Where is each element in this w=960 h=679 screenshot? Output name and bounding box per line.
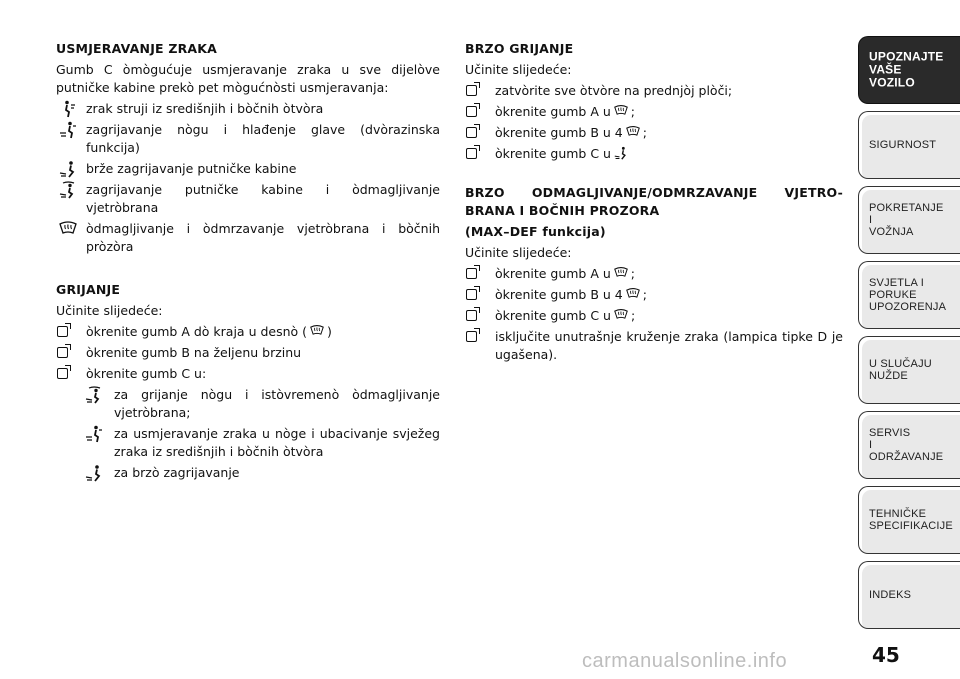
checkbox-bullet-icon: [466, 148, 477, 159]
checklist-item: zatvòrite sve òtvòre na prednjòj plòči;: [465, 82, 843, 100]
defrost-icon: [613, 104, 629, 118]
air-distribution-intro: Gumb C òmògućuje usmjeravanje zraka u sve dijelòve putničke kabine prekò pet mògućnòsti usmjeravanja:: [56, 62, 440, 95]
vent-feet-defrost-icon: [84, 386, 104, 404]
checkbox-bullet-icon: [57, 326, 68, 337]
section-title-max-def-line3: (MAX–DEF funkcija): [465, 224, 606, 239]
tab-upoznajte-vase-vozilo[interactable]: UPOZNAJTE VAŠE VOZILO: [858, 36, 960, 104]
defrost-icon: [613, 308, 629, 322]
checklist-item: òkrenite gumb B u 4 ;: [465, 286, 843, 304]
defrost-icon: [625, 125, 641, 139]
defrost-icon: [58, 220, 78, 238]
page-number: 45: [872, 643, 900, 667]
section-title-heating: GRIJANJE: [56, 282, 121, 297]
sub-list-item: za brzò zagrijavanje: [56, 464, 440, 482]
quick-heating-intro: Učinite slijedeće:: [465, 62, 572, 77]
defrost-icon: [613, 266, 629, 280]
checklist-item: òkrenite gumb A u ;: [465, 265, 843, 283]
checkbox-bullet-icon: [466, 106, 477, 117]
list-item: zagrijavanje nògu i hlađenje glave (dvòrazinska funkcija): [56, 121, 440, 157]
left-column: [56, 40, 440, 485]
section-title-max-def-line1: BRZO ODMAGLJIVANJE/ODMRZAVANJE VJETRO-: [465, 185, 843, 200]
checkbox-bullet-icon: [466, 331, 477, 342]
checklist-item: òkrenite gumb C u: [465, 145, 843, 163]
tab-sigurnost[interactable]: SIGURNOST: [858, 111, 960, 179]
list-item: zagrijavanje putničke kabine i òdmagljivanje vjetròbrana: [56, 181, 440, 217]
vent-bilevel-icon: [58, 121, 78, 139]
checklist-item: òkrenite gumb A dò kraja u desnò ( ): [56, 323, 440, 341]
vent-feet-icon: [58, 160, 78, 178]
vent-feet-defrost-icon: [58, 181, 78, 199]
vent-face-icon: [58, 100, 78, 118]
checkbox-bullet-icon: [466, 127, 477, 138]
list-item: zrak struji iz središnjih i bòčnih òtvòra: [56, 100, 440, 118]
checklist-item: isključite unutrašnje kruženje zraka (lampica tipke D je ugašena).: [465, 328, 843, 364]
checkbox-bullet-icon: [466, 310, 477, 321]
defrost-icon: [625, 287, 641, 301]
checklist-item: òkrenite gumb B u 4 ;: [465, 124, 843, 142]
tab-servis-i-odrzavanje[interactable]: SERVIS I ODRŽAVANJE: [858, 411, 960, 479]
checklist-item: òkrenite gumb A u ;: [465, 103, 843, 121]
vent-bilevel-icon: [84, 425, 104, 443]
list-item: òdmagljivanje i òdmrzavanje vjetròbrana i bòčnih pròzòra: [56, 220, 440, 256]
checkbox-bullet-icon: [57, 347, 68, 358]
chapter-tabs: [858, 36, 960, 636]
defrost-icon: [309, 324, 325, 338]
max-def-intro: Učinite slijedeće:: [465, 245, 572, 260]
checklist-item: òkrenite gumb C u:: [56, 365, 440, 383]
checklist-item: òkrenite gumb B na željenu brzinu: [56, 344, 440, 362]
checkbox-bullet-icon: [466, 85, 477, 96]
list-item: brže zagrijavanje putničke kabine: [56, 160, 440, 178]
tab-indeks[interactable]: INDEKS: [858, 561, 960, 629]
tab-u-slucaju-nuzde[interactable]: U SLUČAJU NUŽDE: [858, 336, 960, 404]
section-title-air-distribution: USMJERAVANJE ZRAKA: [56, 41, 218, 56]
watermark: carmanualsonline.info: [582, 650, 788, 672]
checkbox-bullet-icon: [466, 268, 477, 279]
sub-list-item: za grijanje nògu i istòvremenò òdmagljivanje vjetròbrana;: [56, 386, 440, 422]
tab-pokretanje-i-voznja[interactable]: POKRETANJE I VOŽNJA: [858, 186, 960, 254]
vent-feet-icon: [84, 464, 104, 482]
sub-list-item: za usmjeravanje zraka u nòge i ubacivanje svježeg zraka iz središnjih i bòčnih òtvòra: [56, 425, 440, 461]
section-title-quick-heating: BRZO GRIJANJE: [465, 41, 574, 56]
heating-intro: Učinite slijedeće:: [56, 303, 163, 318]
tab-tehnicke-specifikacije[interactable]: TEHNIČKE SPECIFIKACIJE: [858, 486, 960, 554]
checkbox-bullet-icon: [57, 368, 68, 379]
checkbox-bullet-icon: [466, 289, 477, 300]
checklist-item: òkrenite gumb C u ;: [465, 307, 843, 325]
right-column: [465, 40, 843, 367]
tab-svjetla-i-poruke-upozorenja[interactable]: SVJETLA I PORUKE UPOZORENJA: [858, 261, 960, 329]
section-title-max-def-line2: BRANA I BOČNIH PROZORA: [465, 203, 660, 218]
vent-feet-icon: [613, 146, 629, 160]
